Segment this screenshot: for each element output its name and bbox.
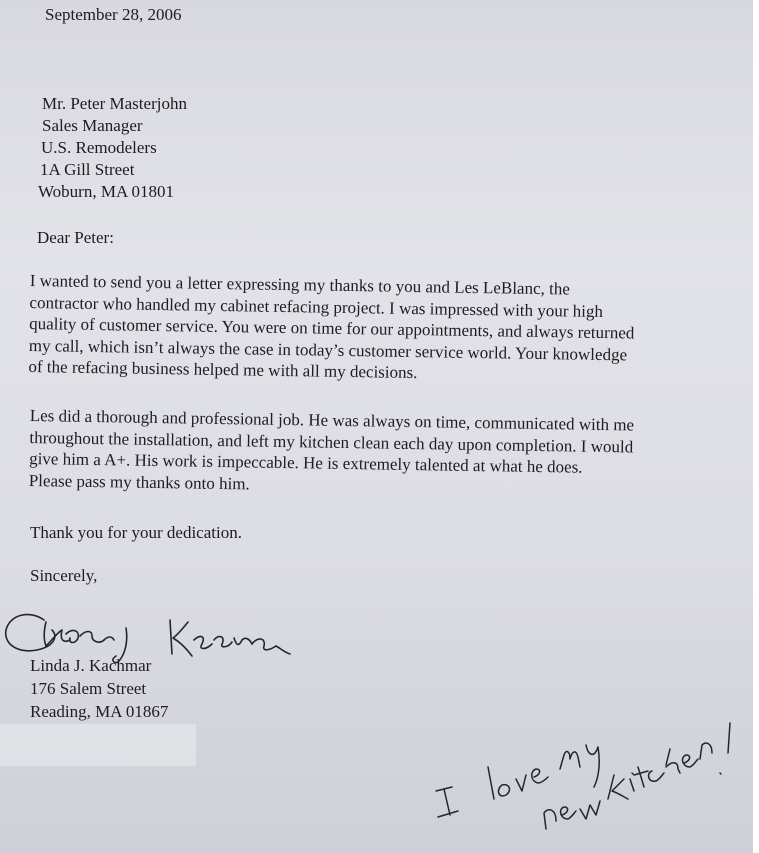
closing: Sincerely,	[30, 566, 98, 585]
paragraph-line: my call, which isn’t always the case in today’s customer service world. Your knowledge	[28, 335, 628, 364]
paragraph-line: throughout the installation, and left my kitchen clean each day upon completion. I would	[29, 427, 634, 456]
body-paragraph-1	[28, 270, 635, 387]
recipient-name: Mr. Peter Masterjohn	[42, 94, 187, 113]
recipient-street: 1A Gill Street	[40, 160, 135, 179]
recipient-title: Sales Manager	[42, 116, 143, 135]
sender-street: 176 Salem Street	[30, 679, 147, 698]
recipient-company: U.S. Remodelers	[41, 138, 157, 157]
handwritten-note	[430, 715, 740, 840]
thanks-line: Thank you for your dedication.	[30, 523, 242, 542]
paragraph-line: I wanted to send you a letter expressing my thanks to you and Les LeBlanc, the	[29, 270, 571, 299]
paragraph-line: quality of customer service. You were on time for our appointments, and always returned	[29, 313, 635, 343]
paper-smudge	[0, 724, 196, 766]
paragraph-line: contractor who handled my cabinet refacing project. I was impressed with your high	[29, 292, 604, 321]
paragraph-line: of the refacing business helped me with all my decisions.	[28, 356, 418, 383]
sender-city: Reading, MA 01867	[30, 702, 169, 721]
letter-date: September 28, 2006	[45, 5, 182, 24]
recipient-city: Woburn, MA 01801	[38, 182, 175, 201]
paragraph-line: Les did a thorough and professional job. He was always on time, communicated with me	[29, 405, 635, 435]
paragraph-line: give him a A+. His work is impeccable. He is extremely talented at what he does.	[29, 448, 583, 477]
sender-name: Linda J. Kachmar	[30, 656, 152, 675]
salutation: Dear Peter:	[37, 228, 114, 247]
paragraph-line: Please pass my thanks onto him.	[28, 470, 250, 493]
paper-edge	[753, 0, 759, 853]
body-paragraph-2	[29, 405, 635, 500]
